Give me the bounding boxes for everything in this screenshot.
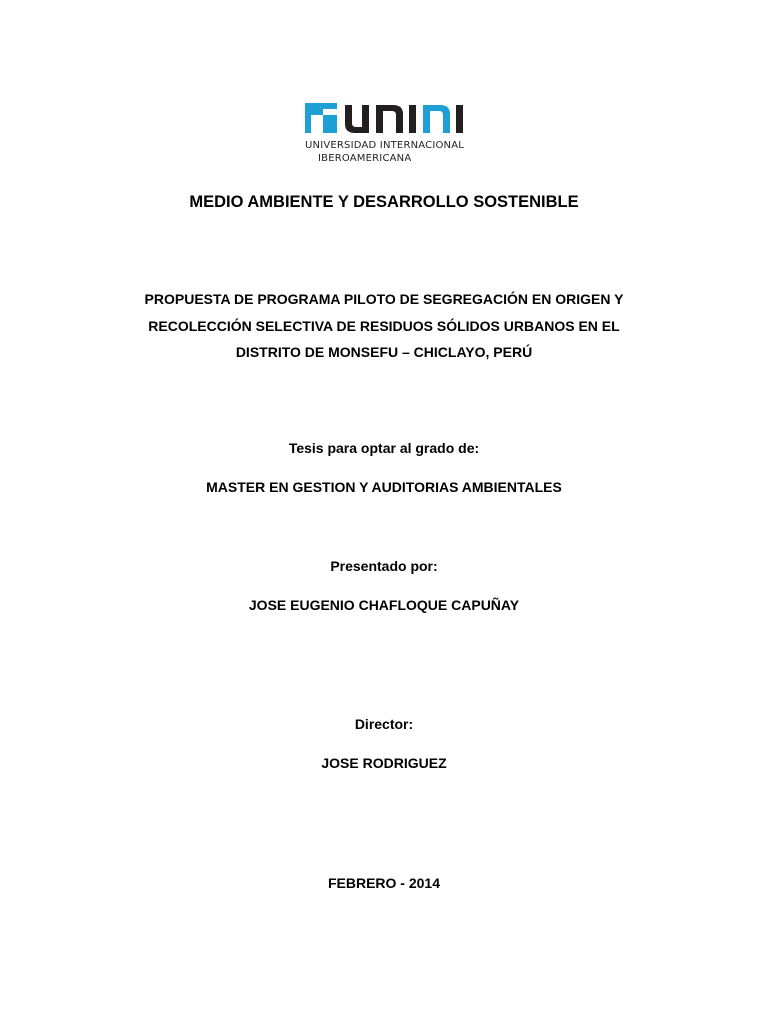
submission-date: FEBRERO - 2014 <box>327 875 441 891</box>
thesis-title-line-3: DISTRITO DE MONSEFU – CHICLAYO, PERÚ <box>235 344 533 360</box>
director-label: Director: <box>354 716 414 732</box>
director-name: JOSE RODRIGUEZ <box>321 755 447 771</box>
thesis-title-line-1: PROPUESTA DE PROGRAMA PILOTO DE SEGREGACIÓN EN ORIGEN Y <box>144 291 624 307</box>
thesis-title-line-2: RECOLECCIÓN SELECTIVA DE RESIDUOS SÓLIDOS URBANOS EN EL <box>148 318 620 334</box>
faculty-heading: MEDIO AMBIENTE Y DESARROLLO SOSTENIBLE <box>189 193 579 211</box>
author-name: JOSE EUGENIO CHAFLOQUE CAPUÑAY <box>248 597 520 613</box>
degree-label: Tesis para optar al grado de: <box>288 440 480 456</box>
degree-name: MASTER EN GESTION Y AUDITORIAS AMBIENTALES <box>206 479 562 495</box>
unini-logo-mark-icon <box>305 100 485 136</box>
university-logo <box>305 100 485 170</box>
presented-by-label: Presentado por: <box>330 558 438 574</box>
logo-university-name-line2: IBEROAMERICANA <box>318 153 412 164</box>
logo-university-name-line1: UNIVERSIDAD INTERNACIONAL <box>305 140 465 151</box>
